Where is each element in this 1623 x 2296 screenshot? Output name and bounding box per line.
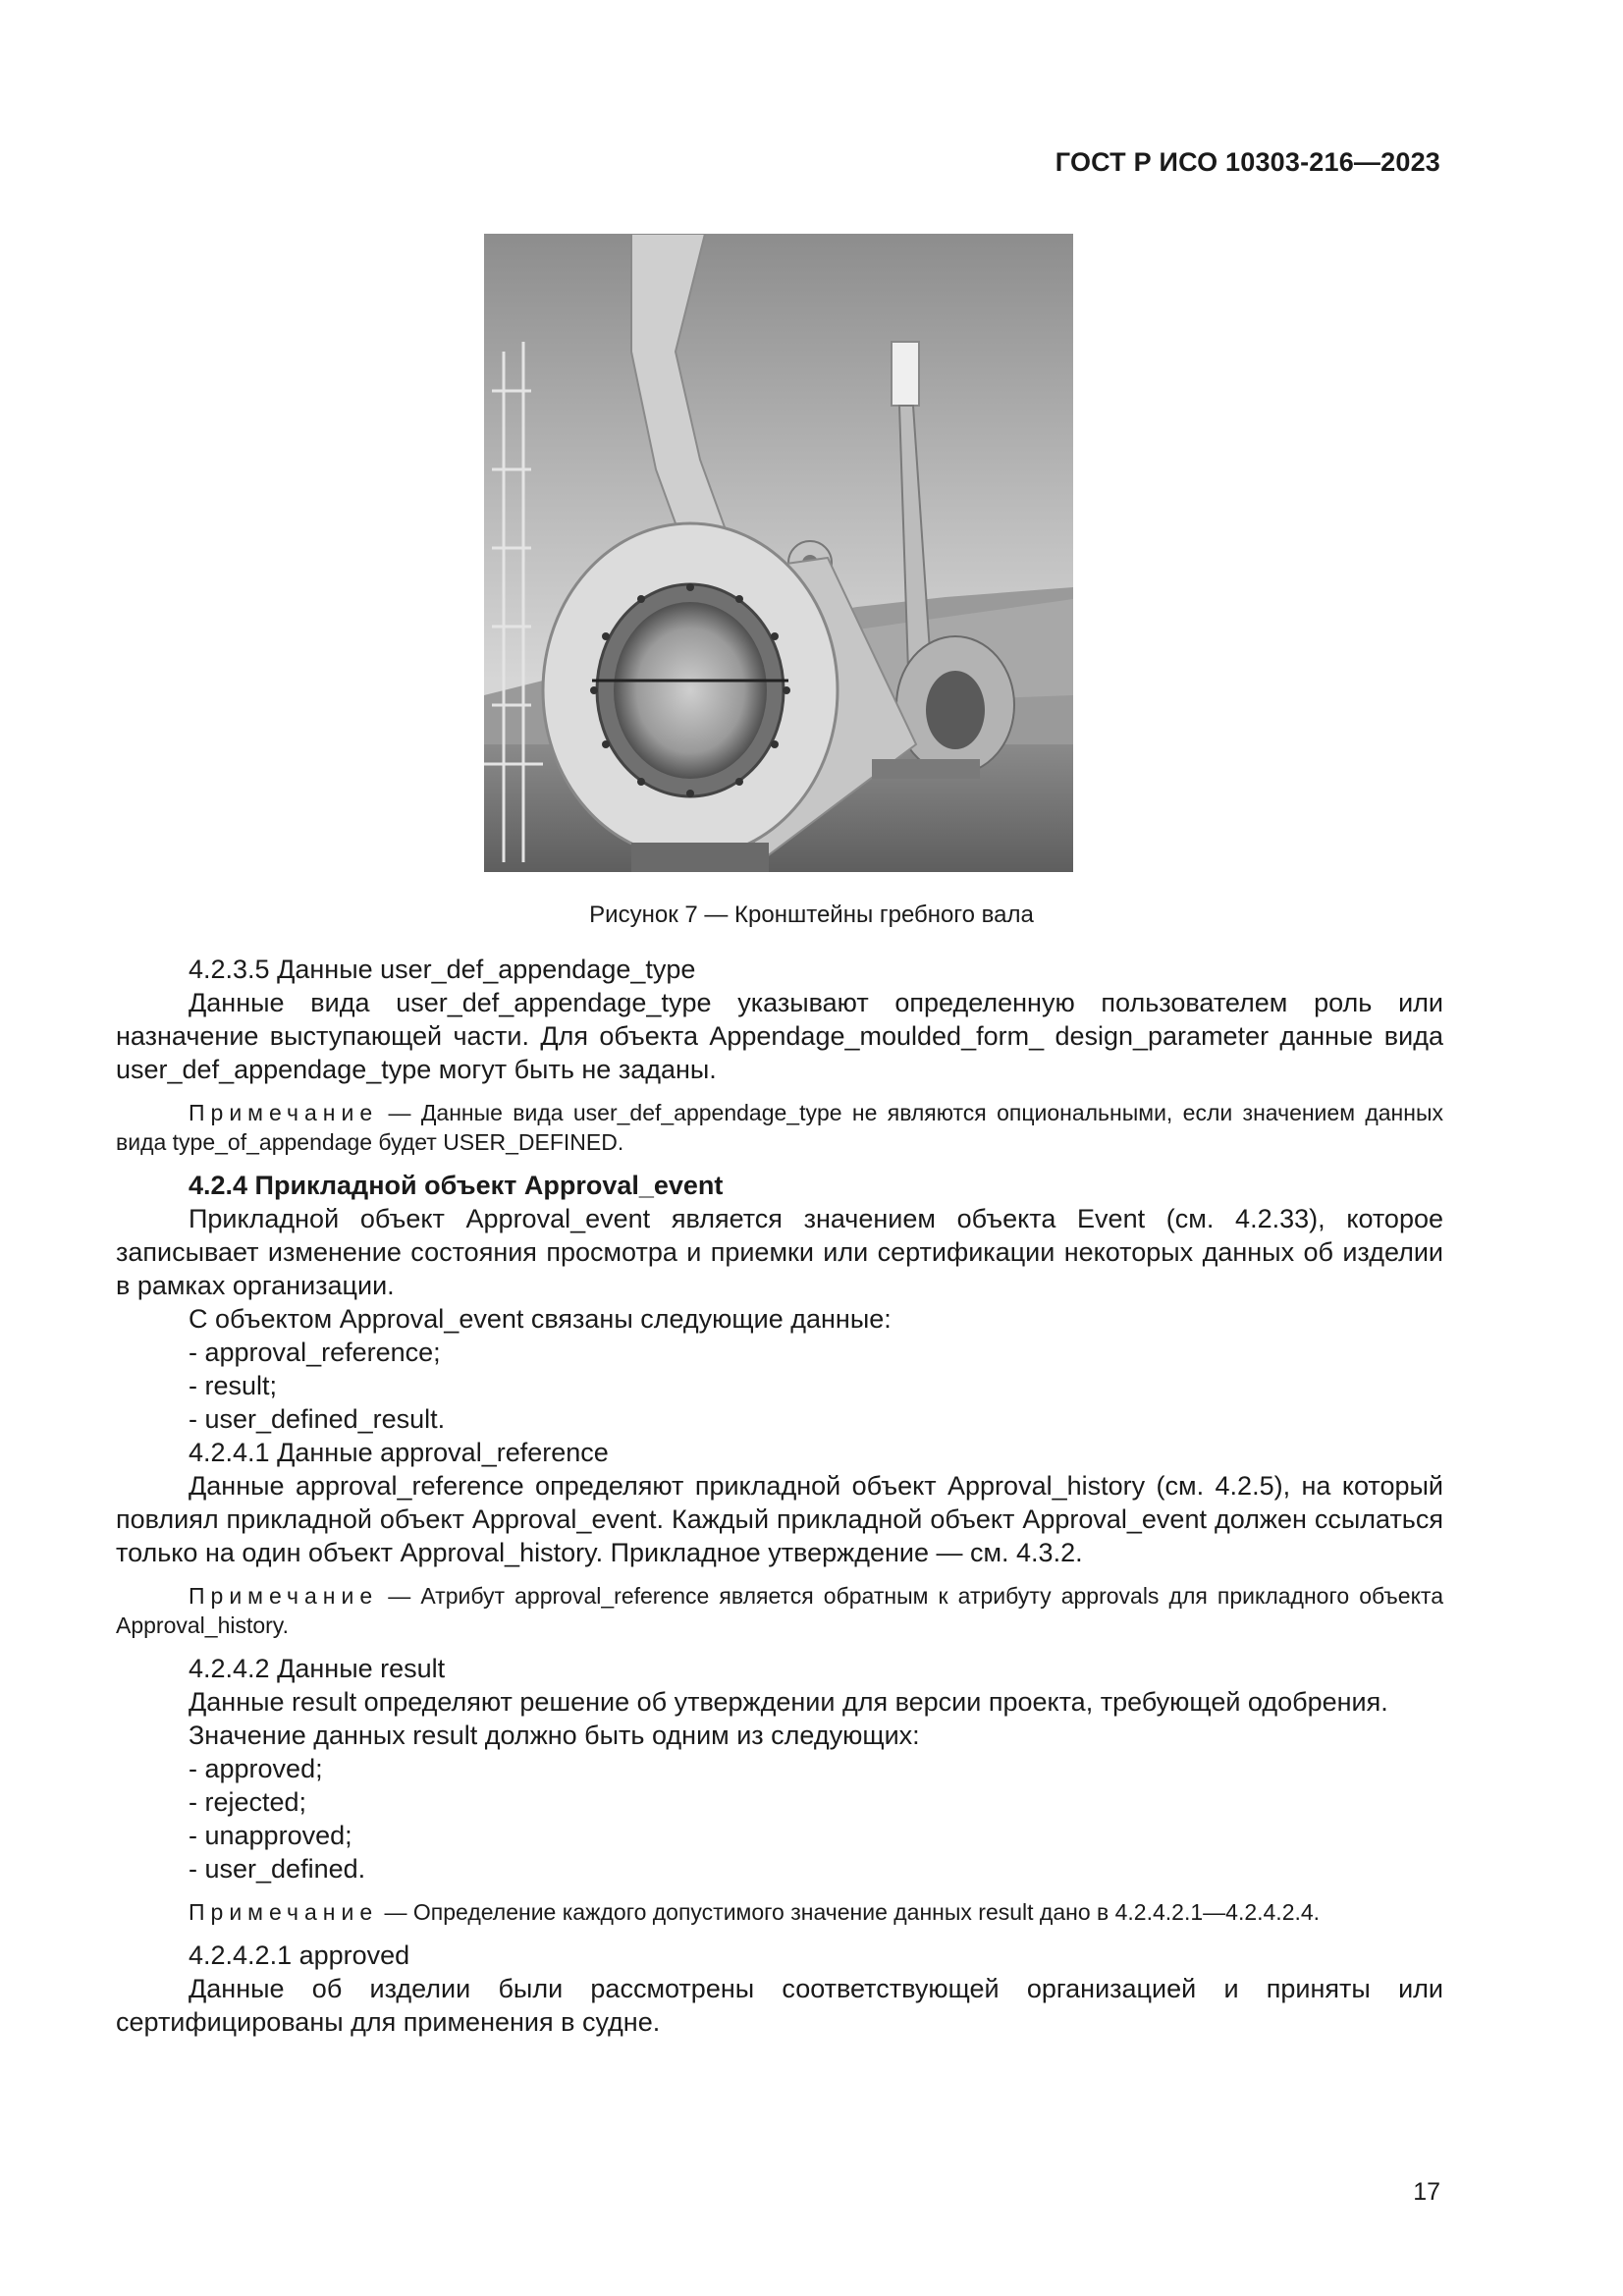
page-number: 17 [1413, 2178, 1440, 2206]
list-item: - unapproved; [189, 1821, 352, 1850]
section-heading-4242: 4.2.4.2 Данные result [189, 1654, 446, 1683]
section-heading-42421: 4.2.4.2.1 approved [189, 1941, 410, 1970]
paragraph-4235: Данные вида user_def_appendage_type указывают определенную пользователем роль или назначение выступающей части. Для объекта Appendage_moulded_form_ design_parameter данные вида user_def_appendage_type могут быть не заданы. [116, 988, 1443, 1084]
document-header: ГОСТ Р ИСО 10303-216—2023 [1055, 147, 1440, 177]
note-4242 [116, 1897, 1443, 1927]
paragraph-4242-line1: Данные result определяют решение об утверждении для версии проекта, требующей одобрения. [189, 1687, 1388, 1717]
note-label: Примечание [189, 1583, 379, 1609]
paragraph-4241: Данные approval_reference определяют прикладной объект Approval_history (см. 4.2.5), на который повлиял прикладной объект Approval_event. Каждый прикладной объект Approval_event должен ссылаться только на один объект Approval_history. Прикладное утверждение — см. 4.3.2. [116, 1471, 1443, 1567]
section-heading-4241: 4.2.4.1 Данные approval_reference [189, 1438, 609, 1467]
list-item: - approved; [189, 1754, 323, 1783]
paragraph-42421: Данные об изделии были рассмотрены соответствующей организацией и приняты или сертифицированы для применения в судне. [116, 1974, 1443, 2037]
note-4241 [116, 1581, 1443, 1640]
paragraph-424: Прикладной объект Approval_event является значением объекта Event (см. 4.2.33), которое записывает изменение состояния просмотра и приемки или сертификации некоторых данных об изделии в рамках организации. [116, 1204, 1443, 1300]
note-4235 [116, 1098, 1443, 1157]
section-heading-4235: 4.2.3.5 Данные user_def_appendage_type [189, 955, 696, 984]
figure-caption: Рисунок 7 — Кронштейны гребного вала [589, 902, 1034, 928]
figure-photo-shaft-brackets [484, 234, 1073, 872]
list-item: - user_defined_result. [189, 1404, 446, 1434]
note-label: Примечание [189, 1100, 379, 1125]
list-item: - user_defined. [189, 1854, 366, 1884]
note-text: — Определение каждого допустимого значение данных result дано в 4.2.4.2.1—4.2.4.2.4. [378, 1899, 1321, 1925]
list-item: - approval_reference; [189, 1338, 441, 1367]
section-heading-424: 4.2.4 Прикладной объект Approval_event [189, 1171, 724, 1200]
list-item: - rejected; [189, 1787, 307, 1817]
paragraph-4242-line2: Значение данных result должно быть одним из следующих: [189, 1721, 920, 1750]
list-item: - result; [189, 1371, 278, 1400]
note-label: Примечание [189, 1899, 379, 1925]
list-intro-424: С объектом Approval_event связаны следующие данные: [189, 1304, 892, 1334]
note-text: — Атрибут approval_reference является обратным к атрибуту approvals для прикладного объекта Approval_history. [116, 1583, 1443, 1638]
note-text: — Данные вида user_def_appendage_type не являются опциональными, если значением данных вида type_of_appendage будет USER_DEFINED. [116, 1100, 1443, 1155]
document-body [116, 953, 1443, 2039]
